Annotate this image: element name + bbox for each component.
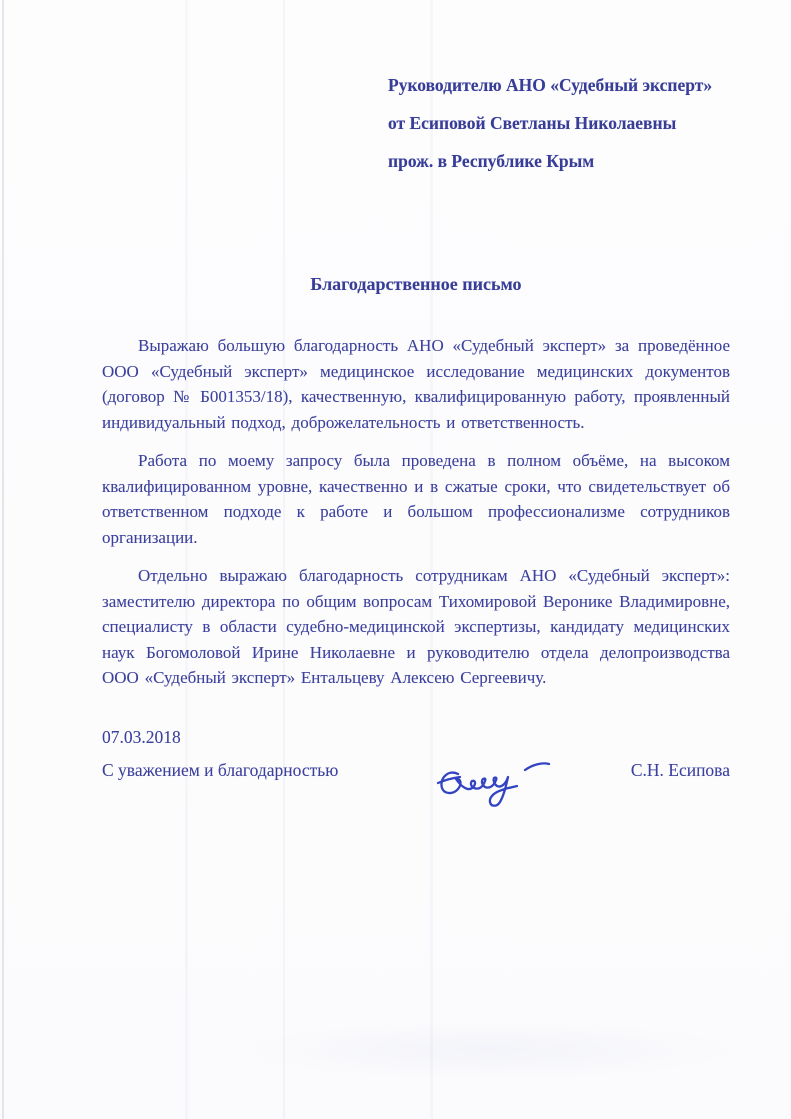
letter-body [102,333,730,691]
paragraph-2: Работа по моему запросу была проведена в полном объёме, на высоком квалифицированном уровне, качественно и в сжатые сроки, что свидетельствует об ответственном подходе к работе и большом профессионализме сотрудников организации. [102,451,730,547]
recipient-line-3: прож. в Республике Крым [388,151,595,171]
recipient-block [388,66,730,180]
recipient-line-2: от Есиповой Светланы Николаевны [388,113,677,133]
closing-row [102,760,730,781]
recipient-line-1: Руководителю АНО «Судебный эксперт» [388,75,713,95]
scan-edge-artifact [2,0,4,1119]
signatory-name: С.Н. Есипова [630,759,730,780]
letter-content [102,66,730,781]
scan-smudge-artifact [230,1020,750,1080]
letter-date: 07.03.2018 [102,726,181,747]
paragraph-1: Выражаю большую благодарность АНО «Судебный эксперт» за проведённое ООО «Судебный эксперт» медицинское исследование медицинских документов (договор № Б001353/18), качественную, квалифицированную работу, проявленный индивидуальный подход, доброжелательность и ответственность. [102,336,730,432]
paragraph-3: Отдельно выражаю благодарность сотрудникам АНО «Судебный эксперт»: заместителю директора по общим вопросам Тихомировой Веронике Владимировне, специалисту в области судебно-медицинской экспертизы, кандидату медицинских наук Богомоловой Ирине Николаевне и руководителю отдела делопроизводства ООО «Судебный эксперт» Ентальцеву Алексею Сергеевичу. [102,566,730,687]
closing-phrase: С уважением и благодарностью [102,759,339,780]
letter-title: Благодарственное письмо [310,274,522,294]
